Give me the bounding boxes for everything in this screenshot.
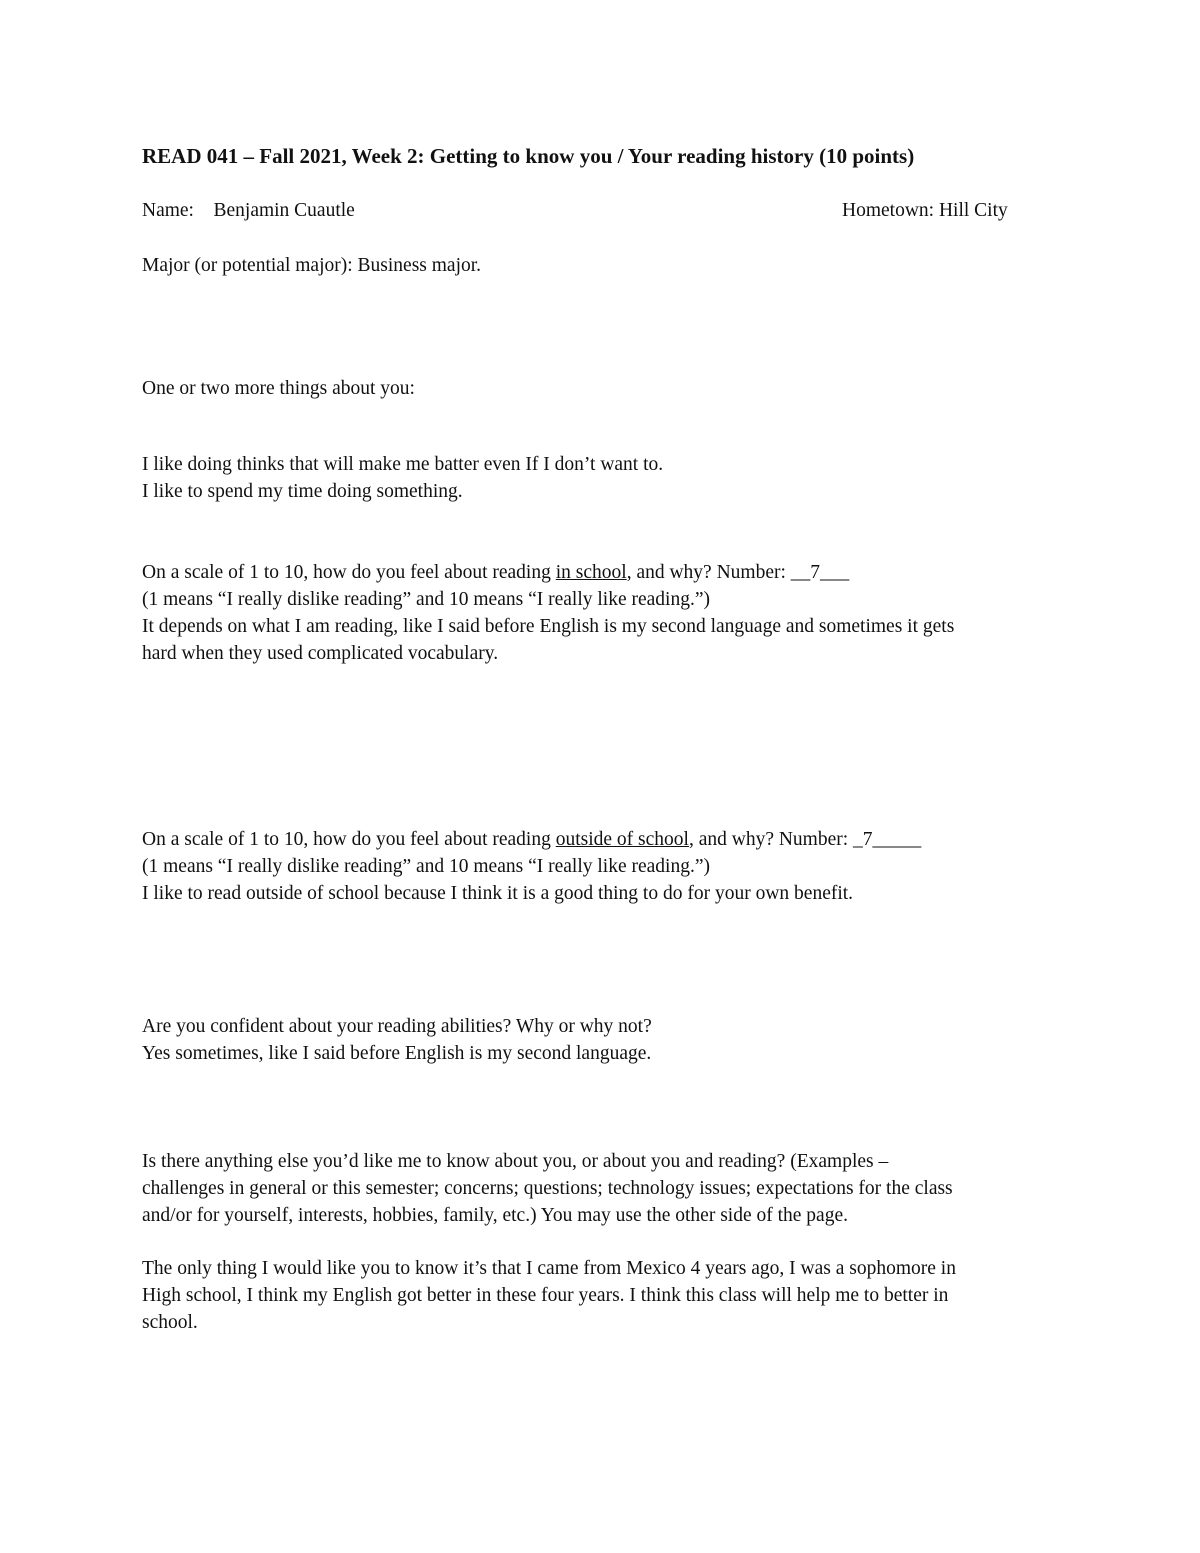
in-school-answer-line: hard when they used complicated vocabulary. xyxy=(142,643,499,664)
outside-school-underlined: outside of school xyxy=(555,829,689,850)
confidence-answer-line: Yes sometimes, like I said before English is my second language. xyxy=(142,1043,652,1064)
about-prompt: One or two more things about you: xyxy=(142,378,415,399)
name-value: Benjamin Cuautle xyxy=(213,200,355,221)
name-row xyxy=(142,197,355,224)
major-value: Business major. xyxy=(357,255,482,276)
about-answer-line: I like doing thinks that will make me batter even If I don’t want to. xyxy=(142,454,664,475)
in-school-prompt-after: , and why? Number: xyxy=(626,562,791,583)
outside-school-prompt-after: , and why? Number: xyxy=(688,829,854,850)
confidence-prompt: Are you confident about your reading abilities? Why or why not? xyxy=(142,1016,652,1037)
in-school-answer-line: It depends on what I am reading, like I said before English is my second language and sometimes it gets xyxy=(142,616,955,637)
outside-school-answer-line: I like to read outside of school because I think it is a good thing to do for your own benefit. xyxy=(142,883,854,904)
in-school-number: __7___ xyxy=(790,562,850,583)
major-row xyxy=(142,252,481,279)
anything-else-prompt-line: and/or for yourself, interests, hobbies, family, etc.) You may use the other side of the page. xyxy=(142,1205,848,1226)
anything-else-answer-line: High school, I think my English got better in these four years. I think this class will help me to better in xyxy=(142,1285,949,1306)
outside-school-number: _7_____ xyxy=(853,829,922,850)
hometown-row xyxy=(842,197,1008,224)
outside-school-prompt-before: On a scale of 1 to 10, how do you feel about reading xyxy=(142,829,556,850)
major-label: Major (or potential major): xyxy=(142,255,353,276)
in-school-scale-note: (1 means “I really dislike reading” and 10 means “I really like reading.”) xyxy=(142,589,710,610)
in-school-prompt xyxy=(142,559,849,586)
page-title: READ 041 – Fall 2021, Week 2: Getting to know you / Your reading history (10 points) xyxy=(142,144,915,168)
hometown-value: Hill City xyxy=(938,200,1008,221)
hometown-label: Hometown: xyxy=(842,200,935,221)
in-school-prompt-before: On a scale of 1 to 10, how do you feel about reading xyxy=(142,562,556,583)
in-school-underlined: in school xyxy=(555,562,627,583)
outside-school-scale-note: (1 means “I really dislike reading” and 10 means “I really like reading.”) xyxy=(142,856,710,877)
about-answer-line: I like to spend my time doing something. xyxy=(142,481,463,502)
anything-else-answer-line: school. xyxy=(142,1312,198,1333)
name-label: Name: xyxy=(142,200,194,221)
anything-else-answer-line: The only thing I would like you to know it’s that I came from Mexico 4 years ago, I was a sophomore in xyxy=(142,1258,956,1279)
outside-school-prompt xyxy=(142,826,921,853)
anything-else-prompt-line: challenges in general or this semester; concerns; questions; technology issues; expectations for the class xyxy=(142,1178,953,1199)
anything-else-prompt-line: Is there anything else you’d like me to know about you, or about you and reading? (Examples – xyxy=(142,1151,889,1172)
